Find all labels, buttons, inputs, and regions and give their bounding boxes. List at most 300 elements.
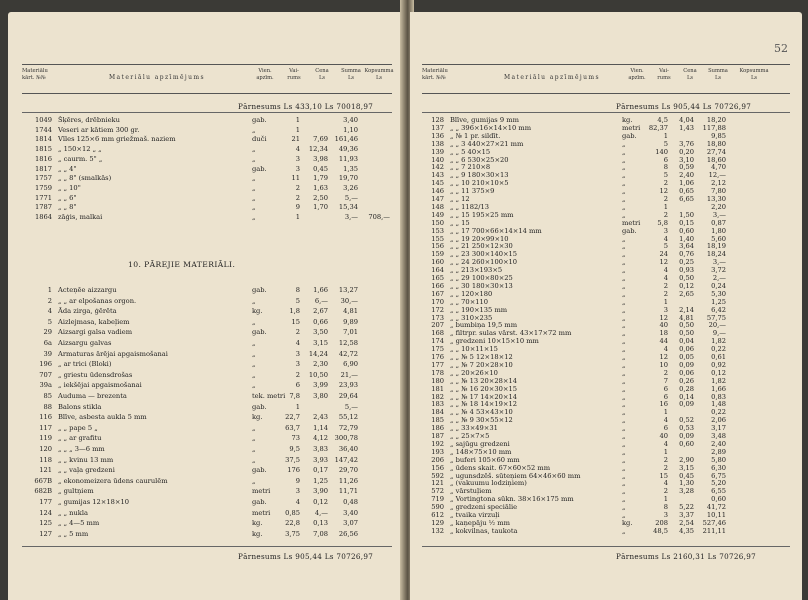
cell-u: „ bbox=[622, 202, 626, 211]
cell-s: 117,88 bbox=[702, 123, 726, 132]
cell-d: Aizlejmasa, kabeļiem bbox=[58, 317, 130, 326]
cell-u: „ bbox=[252, 445, 256, 453]
cell-q: 4 bbox=[663, 345, 668, 354]
cell-q: 6 bbox=[295, 381, 300, 390]
cell-n: 183 bbox=[431, 400, 444, 409]
cell-q: 48,5 bbox=[653, 526, 668, 535]
cell-d: Šķēres, drēbnieku bbox=[58, 116, 120, 124]
cell-n: 147 bbox=[431, 195, 444, 203]
cell-s: 1,25 bbox=[711, 297, 726, 306]
cell-n: 192 bbox=[431, 439, 444, 448]
cell-n: 5 bbox=[47, 317, 52, 326]
cell-q: 73 bbox=[291, 434, 300, 443]
cell-d: „ „ 190×135 mm bbox=[450, 305, 508, 314]
cell-q: 6 bbox=[663, 424, 668, 433]
cell-n: 117 bbox=[39, 423, 52, 432]
cell-d: „ bumbiņa 19,5 mm bbox=[450, 321, 518, 330]
cell-n: 116 bbox=[39, 413, 52, 422]
cell-u: „ bbox=[622, 250, 626, 259]
cell-q: 4 bbox=[295, 339, 300, 347]
cell-u: „ bbox=[622, 511, 626, 519]
cell-s: 49,36 bbox=[338, 145, 358, 154]
cell-u: „ bbox=[252, 183, 256, 192]
cell-q: 9 bbox=[295, 476, 300, 485]
cell-p: 2,54 bbox=[679, 518, 694, 527]
cell-s: 7,80 bbox=[711, 187, 726, 196]
cell-d: „ iekšējai apgaismošanai bbox=[58, 381, 142, 390]
cell-u: „ bbox=[622, 400, 626, 409]
cell-u: „ bbox=[252, 154, 256, 163]
divider bbox=[422, 112, 790, 113]
cell-n: 172 bbox=[431, 305, 444, 314]
cell-n: 167 bbox=[431, 289, 444, 298]
cell-n: 39a bbox=[39, 381, 52, 390]
cell-u: „ bbox=[622, 155, 626, 164]
cell-q: 1 bbox=[663, 495, 668, 504]
cell-q: 4 bbox=[663, 439, 668, 448]
cell-d: „ „ 19 20×99×10 bbox=[450, 234, 509, 243]
cell-u: „ bbox=[622, 471, 626, 480]
cell-p: 3,76 bbox=[679, 139, 694, 148]
cell-s: 9,85 bbox=[711, 131, 726, 140]
cell-n: 1 bbox=[47, 286, 52, 294]
cell-n: 156 bbox=[431, 242, 444, 251]
cell-p: 0,52 bbox=[679, 416, 694, 425]
table-row bbox=[8, 339, 400, 348]
cell-q: 15 bbox=[659, 471, 668, 480]
cell-d: „ sajūgu gredzeni bbox=[450, 439, 510, 448]
cell-q: 22,7 bbox=[285, 413, 300, 422]
cell-p: 1,14 bbox=[313, 423, 328, 432]
cell-d: Veseri ar kātiem 300 gr. bbox=[58, 125, 140, 134]
cell-q: 4 bbox=[663, 479, 668, 488]
cell-q: 140 bbox=[655, 147, 668, 156]
cell-n: 1049 bbox=[34, 116, 52, 124]
cell-p: 3,83 bbox=[313, 445, 328, 453]
cell-u: „ bbox=[252, 370, 256, 379]
cell-n: 719 bbox=[431, 495, 444, 504]
cell-q: 24 bbox=[659, 250, 668, 259]
cell-s: 6,30 bbox=[711, 463, 726, 472]
right-carry-top: Pārnesums Ls 905,44 Ls 70726,97 bbox=[616, 102, 752, 111]
cell-u: „ bbox=[622, 384, 626, 393]
cell-p: 0,45 bbox=[679, 471, 694, 480]
cell-q: 1 bbox=[663, 408, 668, 417]
cell-p: 7,69 bbox=[313, 135, 328, 144]
cell-s: 3,48 bbox=[711, 432, 726, 440]
cell-s: 18,80 bbox=[706, 139, 726, 148]
cell-u: gab. bbox=[252, 164, 267, 173]
cell-p: 4,04 bbox=[679, 116, 694, 124]
cell-u: „ bbox=[622, 487, 626, 496]
cell-p: 14,24 bbox=[308, 349, 328, 358]
divider bbox=[422, 546, 790, 547]
cell-n: 146 bbox=[431, 187, 444, 196]
table-row bbox=[8, 487, 400, 496]
cell-s: 2,12 bbox=[711, 179, 726, 188]
cell-d: „ „ kvinu 13 mm bbox=[58, 455, 114, 464]
cell-q: 1,8 bbox=[289, 307, 300, 316]
cell-d: „ „ nukla bbox=[58, 508, 88, 517]
cell-n: 170 bbox=[431, 297, 444, 306]
cell-q: 3 bbox=[663, 511, 668, 519]
cell-p: 3,98 bbox=[313, 154, 328, 163]
cell-p: 6,— bbox=[314, 296, 328, 305]
cell-n: 206 bbox=[431, 455, 444, 464]
cell-p: 4,12 bbox=[313, 434, 328, 443]
cell-q: 1 bbox=[295, 116, 300, 124]
cell-u: „ bbox=[622, 321, 626, 330]
cell-d: „ „ 20×26×10 bbox=[450, 368, 498, 377]
cell-q: 12 bbox=[659, 258, 668, 267]
cell-q: 1 bbox=[295, 125, 300, 134]
cell-d: „ „ 213×193×5 bbox=[450, 266, 503, 275]
cell-s: 13,27 bbox=[338, 286, 358, 294]
cell-p: 1,63 bbox=[313, 183, 328, 192]
cell-u: „ bbox=[622, 210, 626, 219]
cell-d: „ „ ar grafitu bbox=[58, 434, 102, 443]
cell-p: 2,50 bbox=[313, 193, 328, 202]
page-number: 52 bbox=[774, 42, 788, 55]
cell-s: 0,60 bbox=[711, 495, 726, 504]
cell-d: „ „ 10×11×15 bbox=[450, 345, 498, 354]
cell-p: 3,10 bbox=[679, 155, 694, 164]
cell-d: Balons stikla bbox=[58, 402, 102, 411]
cell-d: „ № 1 pr. sildīt. bbox=[450, 131, 501, 140]
cell-u: „ bbox=[622, 376, 626, 385]
cell-q: 5,8 bbox=[657, 218, 668, 227]
cell-d: „ „ 17 700×66×14×14 mm bbox=[450, 226, 542, 235]
header-price: Cena Ls bbox=[315, 68, 329, 81]
cell-q: 8 bbox=[295, 286, 300, 294]
cell-q: 9 bbox=[295, 203, 300, 212]
cell-q: 2 bbox=[663, 281, 668, 290]
cell-d: „ „ № 9 30×55×12 bbox=[450, 416, 513, 425]
cell-u: „ bbox=[622, 479, 626, 488]
cell-q: 176 bbox=[287, 466, 300, 475]
cell-n: 155 bbox=[431, 234, 444, 243]
cell-s: 5,20 bbox=[711, 479, 726, 488]
cell-u: gab. bbox=[252, 286, 267, 294]
cell-n: 127 bbox=[39, 529, 52, 538]
cell-n: 196 bbox=[39, 360, 52, 369]
cell-s: 9,— bbox=[712, 329, 726, 338]
cell-n: 181 bbox=[431, 384, 444, 393]
right-table-header bbox=[422, 64, 790, 94]
right-page bbox=[410, 12, 802, 600]
cell-u: „ bbox=[252, 317, 256, 326]
cell-u: „ bbox=[622, 305, 626, 314]
cell-q: 3 bbox=[295, 360, 300, 369]
cell-d: „ 148×75×10 mm bbox=[450, 447, 512, 456]
table-row bbox=[8, 194, 400, 203]
cell-q: 2 bbox=[295, 183, 300, 192]
cell-p: 4,— bbox=[314, 508, 328, 517]
cell-p: 3,15 bbox=[679, 463, 694, 472]
cell-u: kg. bbox=[622, 116, 633, 124]
header-sum: Summa Ls bbox=[341, 68, 361, 81]
cell-p: 2,90 bbox=[679, 455, 694, 464]
cell-d: „ „ № 4 53×43×10 bbox=[450, 408, 513, 417]
cell-p: 10,50 bbox=[308, 370, 328, 379]
cell-q: 5 bbox=[295, 296, 300, 305]
cell-q: 7 bbox=[663, 376, 668, 385]
cell-n: 186 bbox=[431, 424, 444, 433]
cell-q: 1 bbox=[663, 131, 668, 140]
cell-p: 3,15 bbox=[313, 339, 328, 347]
cell-n: 150 bbox=[431, 218, 444, 227]
cell-d: Auduma — brezenta bbox=[58, 392, 127, 400]
cell-p: 0,13 bbox=[313, 519, 328, 528]
cell-q: 4 bbox=[663, 234, 668, 243]
cell-n: 667B bbox=[34, 476, 52, 485]
cell-d: „ „ 6 530×25×20 bbox=[450, 155, 509, 164]
cell-u: „ bbox=[622, 147, 626, 156]
divider bbox=[22, 112, 392, 113]
cell-s: 3,— bbox=[344, 213, 358, 221]
cell-d: „ Vortingtona sūkn. 38×16×175 mm bbox=[450, 495, 574, 504]
cell-n: 207 bbox=[431, 321, 444, 330]
cell-p: 3,80 bbox=[313, 392, 328, 400]
cell-s: 6,75 bbox=[711, 471, 726, 480]
cell-p: 0,76 bbox=[679, 250, 694, 259]
cell-d: „ „ 15 bbox=[450, 218, 470, 227]
cell-d: „ „ 9 180×30×13 bbox=[450, 171, 509, 180]
table-row bbox=[8, 477, 400, 486]
cell-q: 208 bbox=[655, 518, 668, 527]
cell-u: tek. metri bbox=[252, 392, 286, 400]
cell-u: gab. bbox=[622, 226, 637, 235]
cell-d: Armaturas ārējai apgaismošanai bbox=[58, 349, 168, 358]
cell-s: 0,24 bbox=[711, 281, 726, 290]
cell-p: 0,06 bbox=[679, 345, 694, 354]
cell-s: 18,24 bbox=[706, 250, 726, 259]
cell-p: 0,66 bbox=[313, 317, 328, 326]
cell-s: 7,01 bbox=[343, 328, 358, 337]
header-unit: Vien. apzīm. bbox=[628, 68, 646, 81]
cell-d: „ „ 5 40×15 bbox=[450, 147, 491, 156]
cell-u: „ bbox=[622, 463, 626, 472]
cell-p: 2,14 bbox=[679, 305, 694, 314]
header-name: Materiālu apzīmējums bbox=[504, 74, 600, 81]
cell-p: 0,14 bbox=[679, 392, 694, 401]
cell-u: „ bbox=[252, 423, 256, 432]
header-sum: Summa Ls bbox=[708, 68, 728, 81]
cell-u: „ bbox=[252, 349, 256, 358]
table-row bbox=[8, 360, 400, 369]
table-row bbox=[8, 434, 400, 443]
cell-u: „ bbox=[252, 125, 256, 134]
header-total: Kopsumma Ls bbox=[739, 68, 769, 81]
cell-u: „ bbox=[252, 213, 256, 221]
cell-n: 142 bbox=[431, 163, 444, 172]
cell-q: 82,37 bbox=[648, 123, 668, 132]
cell-u: „ bbox=[622, 392, 626, 401]
cell-s: 10,11 bbox=[706, 511, 726, 519]
cell-u: „ bbox=[252, 360, 256, 369]
cell-n: 143 bbox=[431, 171, 444, 180]
cell-d: „ „ 8" bbox=[58, 203, 77, 212]
cell-s: 0,83 bbox=[711, 392, 726, 401]
cell-d: „ „ 15 195×25 mm bbox=[450, 210, 514, 219]
cell-p: 0,60 bbox=[679, 439, 694, 448]
cell-q: 1 bbox=[295, 402, 300, 411]
cell-u: metri bbox=[252, 487, 271, 496]
cell-q: 3 bbox=[663, 226, 668, 235]
cell-q: 3 bbox=[295, 154, 300, 163]
cell-s: 1,48 bbox=[711, 400, 726, 409]
cell-n: 165 bbox=[431, 274, 444, 282]
cell-s: 41,72 bbox=[706, 503, 726, 512]
cell-u: kg. bbox=[252, 529, 263, 538]
cell-d: „ „ 3 440×27×21 mm bbox=[450, 139, 524, 148]
cell-d: „ ugunsdzēš. sūteņiem 64×46×60 mm bbox=[450, 471, 581, 480]
table-row bbox=[8, 116, 400, 125]
cell-p: 0,53 bbox=[679, 424, 694, 433]
cell-u: „ bbox=[622, 353, 626, 361]
cell-q: 3 bbox=[295, 349, 300, 358]
cell-p: 2,30 bbox=[313, 360, 328, 369]
cell-u: „ bbox=[252, 455, 256, 464]
cell-q: 10 bbox=[659, 360, 668, 369]
cell-s: 2,06 bbox=[711, 416, 726, 425]
cell-u: „ bbox=[252, 381, 256, 390]
cell-q: 12 bbox=[659, 353, 668, 361]
cell-q: 2 bbox=[663, 368, 668, 377]
cell-s: 2,89 bbox=[711, 447, 726, 456]
left-page bbox=[8, 12, 402, 600]
cell-d: „ tvaika virzuļi bbox=[450, 511, 500, 519]
cell-n: 177 bbox=[39, 498, 52, 506]
cell-d: Acteņēe aizzargu bbox=[58, 286, 117, 294]
table-row bbox=[8, 413, 400, 422]
cell-n: 119 bbox=[39, 434, 52, 443]
cell-q: 3 bbox=[663, 305, 668, 314]
cell-u: duči bbox=[252, 135, 267, 144]
cell-d: „ „ 8" (smalkās) bbox=[58, 174, 112, 183]
cell-n: 132 bbox=[431, 526, 444, 535]
table-row bbox=[8, 328, 400, 337]
cell-s: 5,60 bbox=[711, 234, 726, 243]
cell-n: 612 bbox=[431, 511, 444, 519]
cell-d: „ „ 23 300×140×15 bbox=[450, 250, 518, 259]
cell-p: 7,08 bbox=[313, 529, 328, 538]
header-name: Materiālu apzīmējums bbox=[109, 74, 205, 81]
cell-p: 3,99 bbox=[313, 381, 328, 390]
cell-p: 0,05 bbox=[679, 353, 694, 361]
cell-s: 5,— bbox=[344, 193, 358, 202]
cell-s: 1,82 bbox=[711, 376, 726, 385]
cell-n: 187 bbox=[431, 432, 444, 440]
cell-u: „ bbox=[622, 187, 626, 196]
left-table-header bbox=[22, 64, 392, 94]
cell-u: metri bbox=[252, 508, 271, 517]
cell-u: „ bbox=[622, 258, 626, 267]
cell-s: 23,93 bbox=[338, 381, 358, 390]
cell-n: 1787 bbox=[34, 203, 52, 212]
cell-u: „ bbox=[252, 203, 256, 212]
cell-s: 1,35 bbox=[343, 164, 358, 173]
cell-s: 1,66 bbox=[711, 384, 726, 393]
cell-d: „ „ № 18 14×19×12 bbox=[450, 400, 518, 409]
cell-p: 0,50 bbox=[679, 321, 694, 330]
cell-d: Aizsargi galsa vadiem bbox=[58, 328, 133, 337]
cell-s: 29,70 bbox=[338, 466, 358, 475]
cell-u: „ bbox=[252, 296, 256, 305]
cell-d: „ „ 6" bbox=[58, 193, 77, 202]
cell-d: Vīles 125×6 mm griežmaš. naziem bbox=[58, 135, 176, 144]
cell-p: 0,12 bbox=[679, 281, 694, 290]
cell-u: „ bbox=[622, 455, 626, 464]
header-unit: Vien. apzīm. bbox=[256, 68, 274, 81]
cell-s: 161,46 bbox=[334, 135, 358, 144]
cell-s: 21,— bbox=[340, 370, 358, 379]
cell-p: 0,50 bbox=[679, 274, 694, 282]
cell-n: 159 bbox=[431, 250, 444, 259]
cell-s: 13,30 bbox=[706, 195, 726, 203]
cell-n: 164 bbox=[431, 266, 444, 275]
header-num: Materiālu kārt. №№ bbox=[422, 68, 448, 81]
table-row bbox=[8, 519, 400, 528]
cell-u: „ bbox=[622, 195, 626, 203]
left-carry-top: Pārnesums Ls 433,10 Ls 70018,97 bbox=[238, 102, 374, 111]
cell-s: 72,79 bbox=[338, 423, 358, 432]
cell-q: 2 bbox=[663, 195, 668, 203]
cell-s: 3,40 bbox=[343, 116, 358, 124]
cell-s: 2,— bbox=[712, 274, 726, 282]
cell-d: „ „ 120×180 bbox=[450, 289, 493, 298]
cell-u: „ bbox=[622, 171, 626, 180]
table-row bbox=[8, 318, 400, 327]
cell-u: „ bbox=[622, 266, 626, 275]
cell-d: „ „ 12 bbox=[450, 195, 470, 203]
cell-q: 8 bbox=[663, 163, 668, 172]
header-total: Kopsumma Ls bbox=[364, 68, 394, 81]
cell-s: 0,12 bbox=[711, 368, 726, 377]
cell-d: „ griestu ūdensdrošas bbox=[58, 370, 133, 379]
cell-n: 592 bbox=[431, 471, 444, 480]
cell-p: 1,25 bbox=[313, 476, 328, 485]
cell-d: „ gredzeni 10×15×10 mm bbox=[450, 337, 539, 346]
cell-s: 18,20 bbox=[706, 116, 726, 124]
cell-p: 0,60 bbox=[679, 226, 694, 235]
cell-q: 16 bbox=[659, 400, 668, 409]
cell-d: „ filtrpr. sulas vārst. 43×17×72 mm bbox=[450, 329, 572, 338]
cell-n: 148 bbox=[431, 202, 444, 211]
cell-u: „ bbox=[622, 163, 626, 172]
cell-s: 3,— bbox=[712, 258, 726, 267]
cell-n: 160 bbox=[431, 258, 444, 267]
cell-u: „ bbox=[622, 416, 626, 425]
cell-u: „ bbox=[622, 368, 626, 377]
cell-d: „ „ 4—5 mm bbox=[58, 519, 100, 528]
cell-n: 184 bbox=[431, 408, 444, 417]
cell-p: 0,93 bbox=[679, 266, 694, 275]
cell-d: „ „ 33×49×31 bbox=[450, 424, 498, 433]
cell-n: 1816 bbox=[34, 154, 52, 163]
table-row bbox=[8, 371, 400, 380]
cell-s: 527,46 bbox=[702, 518, 726, 527]
cell-n: 4 bbox=[47, 307, 52, 316]
cell-p: 2,43 bbox=[313, 413, 328, 422]
right-carry-bottom: Pārnesums Ls 2160,31 Ls 70726,97 bbox=[616, 552, 756, 561]
table-row bbox=[8, 509, 400, 518]
cell-n: 168 bbox=[431, 329, 444, 338]
cell-u: „ bbox=[622, 408, 626, 417]
header-price: Cena Ls bbox=[683, 68, 697, 81]
cell-s: 0,22 bbox=[711, 408, 726, 417]
cell-q: 1 bbox=[663, 297, 668, 306]
